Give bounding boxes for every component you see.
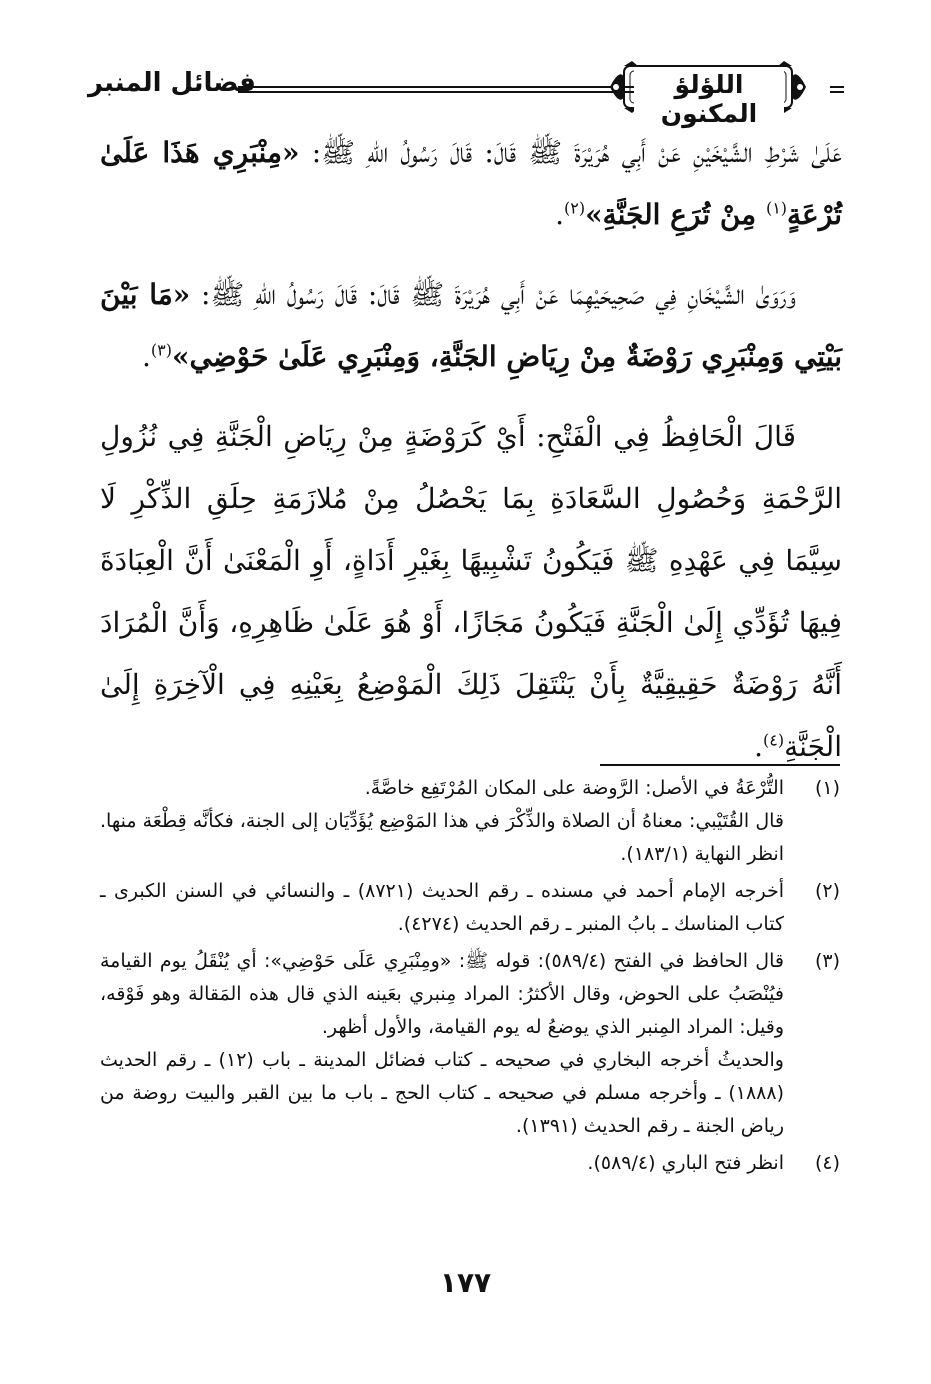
footnote-3 (100, 945, 840, 1143)
footnote-ref-3[interactable]: (٣) (150, 340, 172, 360)
book-title: اللؤلؤ المكنون (634, 70, 784, 128)
page-number: ١٧٧ (439, 1266, 492, 1299)
section-title: فضائل المنبر (88, 68, 256, 98)
footnote-line: انظر فتح الباري (٥٨٩/٤). (587, 1152, 784, 1174)
paragraph-3-text: قَالَ الْحَافِظُ فِي الْفَتْحِ: أَيْ كَرَوْضَةٍ مِنْ رِيَاضِ الْجَنَّةِ فِي نُزُولِ الرَّحْمَةِ وَحُصُولِ السَّعَادَةِ بِمَا يَحْصُلُ مِنْ مُلازَمَةِ حِلَقِ الذِّكْرِ لَا سِيَّمَا فِي عَهْدِهِ ﷺ فَيَكُونُ تَشْبِيهًا بِغَيْرِ أَدَاةٍ، أَوِ الْمَعْنَىٰ أَنَّ الْعِبَادَةَ فِيهَا تُؤَدِّي إِلَىٰ الْجَنَّةِ فَيَكُونُ مَجَازًا، أَوْ هُوَ عَلَىٰ ظَاهِرِهِ، وَأَنَّ الْمُرَادَ أَنَّهُ رَوْضَةٌ حَقِيقِيَّةٌ بِأَنْ يَنْتَقِلَ ذَلِكَ الْمَوْضِعُ بِعَيْنِهِ فِي الْآخِرَةِ إِلَىٰ الْجَنَّةِ (100, 420, 842, 763)
footnote-line: قال القُتَيْبي: معناهُ أن الصلاة والذِّكْرَ في هذا المَوْضِع يُؤَدِّيَان إلى الجنة، فكأنَّه قِطْعَة منها. انظر النهاية (١٨٣/١). (100, 810, 784, 865)
footnote-separator (600, 764, 840, 766)
main-text (100, 122, 842, 796)
period: . (754, 730, 764, 763)
footnote-number: (٣) (814, 950, 840, 972)
footnotes (100, 772, 840, 1184)
header-rule-middle (238, 86, 648, 93)
footnote-2 (100, 875, 840, 941)
paragraph-2-text: وَرَوَىٰ الشَّيْخَانِ فِي صَحِيحَيْهِمَا عَنْ أَبِي هُرَيْرَةَ ﷺ قَالَ: قَالَ رَسُولُ اللهِ ﷺ: (190, 278, 796, 311)
footnote-4 (100, 1147, 840, 1180)
hadith-1-cont: مِنْ تُرَعِ الجَنَّةِ» (585, 198, 766, 231)
footnote-ref-1[interactable]: (١) (765, 198, 788, 218)
period: . (555, 198, 564, 231)
footnote-ref-4[interactable]: (٤) (763, 730, 785, 750)
footnote-line: قال الحافظ في الفتح (٥٨٩/٤): قوله ﷺ: «ومِنْبَرِي عَلَى حَوْضِي»: أي يُنْقَلُ يوم القيامة فيُنْصَبُ على الحوض، وقال الأكثرُ: المراد مِنبري بعَينه الذي قال هذه المَقالة وهو فَوْقه، وقيل: المراد المِنبر الذي يوضعُ له يوم القيامة، والأول أظهر. (100, 950, 784, 1038)
footnote-line: أخرجه الإمام أحمد في مسنده ـ رقم الحديث (٨٧٢١) ـ والنسائي في السنن الكبرى ـ كتاب المناسك ـ بابُ المنبر ـ رقم الحديث (٤٢٧٤). (100, 880, 784, 935)
footnote-line: والحديثُ أخرجه البخاري في صحيحه ـ كتاب فضائل المدينة ـ باب (١٢) ـ رقم الحديث (١٨٨٨) ـ وأخرجه مسلم في صحيحه ـ كتاب الحج ـ باب ما بين القبر والبيت روضة من رياض الجنة ـ رقم الحديث (١٣٩١). (100, 1049, 784, 1137)
paragraph-1 (100, 122, 842, 246)
footnote-line: التُّرْعَةُ في الأصل: الرَّوضة على المكان المُرْتَفِع خاصَّةً. (364, 777, 784, 799)
footnote-1 (100, 772, 840, 871)
footnote-ref-2[interactable]: (٢) (563, 198, 586, 218)
footnote-number: (١) (814, 777, 840, 799)
header-rule-right (830, 86, 844, 93)
paragraph-3 (100, 406, 842, 778)
paragraph-2 (100, 264, 842, 388)
hadith-2: «مَا بَيْنَ بَيْتِي وَمِنْبَرِي رَوْضَةٌ مِنْ رِيَاضِ الجَنَّةِ، وَمِنْبَرِي عَلَىٰ حَوْضِي» (100, 278, 842, 373)
hadith-1: «مِنْبَرِي هَذَا عَلَىٰ تُرْعَةٍ (100, 136, 842, 231)
running-header (88, 60, 844, 128)
paragraph-1-text: عَلَىٰ شَرْطِ الشَّيْخَيْنِ عَنْ أَبِي هُرَيْرَةَ ﷺ قَالَ: قَالَ رَسُولُ اللهِ ﷺ: (299, 136, 842, 169)
footnote-number: (٢) (814, 880, 840, 902)
period: . (141, 340, 151, 373)
footnote-number: (٤) (814, 1152, 840, 1174)
